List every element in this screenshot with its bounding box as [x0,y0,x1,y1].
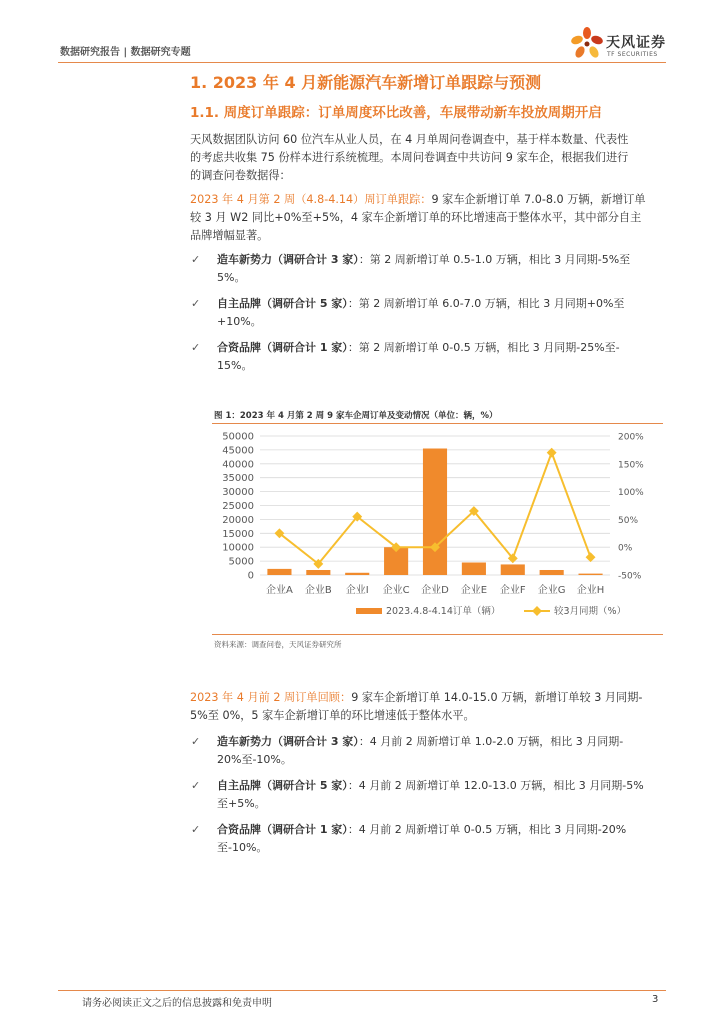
list-item [217,777,669,813]
y-right-tick-label: 200% [618,432,644,443]
intro-line: 的调查问卷数据得： [190,169,291,182]
x-tick-label: 企业H [576,585,605,596]
x-tick-label: 企业F [499,585,526,596]
y-left-tick-label: 50000 [222,431,254,443]
y-left-tick-label: 20000 [222,514,254,526]
x-tick-label: 企业B [304,585,332,596]
y-right-tick-label: -50% [618,571,642,582]
bar [423,449,447,575]
list-item-label: 自主品牌（调研合计 5 家） [217,297,348,310]
list-item-text: ：4 月前 2 周新增订单 12.0-13.0 万辆，相比 3 月同期-5% [347,779,644,792]
recap-text: 5%至 0%，5 家车企新增订单的环比增速低于整体水平。 [190,709,475,722]
check-icon: ✓ [191,735,201,748]
list-item-text: 15%。 [217,359,253,372]
check-icon: ✓ [191,253,201,266]
list-item [217,733,669,769]
recap-highlight: 2023 年 4 月前 2 周订单回顾： [190,691,352,704]
list-item-text: ：第 2 周新增订单 0-0.5 万辆，相比 3 月同期-25%至- [347,341,620,354]
legend-swatch-marker [532,606,542,616]
list-item-text: 至-10%。 [217,841,268,854]
list-item-label: 合资品牌（调研合计 1 家） [217,823,348,836]
list-item [217,339,669,375]
flower-logo-icon [570,26,604,62]
list-item-text: 至+5%。 [217,797,266,810]
logo-text-cn: 天风证券 [606,35,666,51]
header-divider [58,62,666,63]
footer-disclaimer: 请务必阅读正文之后的信息披露和免责申明 [82,998,272,1009]
bar [579,574,603,575]
page-number: 3 [652,994,659,1005]
x-tick-label: 企业I [345,585,369,596]
recap-paragraph [190,689,670,725]
figure-source: 资料来源：调查问卷，天风证券研究所 [214,640,342,649]
company-logo [570,24,680,64]
intro-paragraph [190,131,670,185]
list-item-text: ：4 月前 2 周新增订单 1.0-2.0 万辆，相比 3 月同期- [358,735,624,748]
subsection-heading: 1.1. 周度订单跟踪：订单周度环比改善，车展带动新车投放周期开启 [190,105,602,121]
y-left-tick-label: 5000 [228,556,254,568]
y-left-tick-label: 30000 [222,487,254,499]
legend-label: 2023.4.8-4.14订单（辆） [386,606,501,617]
x-tick-label: 企业E [460,585,488,596]
list-item [217,295,669,331]
y-left-tick-label: 15000 [222,528,254,540]
list-item [217,251,669,287]
list-item-text: 20%至-10%。 [217,753,292,766]
breadcrumb: 数据研究报告 | 数据研究专题 [60,47,191,58]
list-item-text: 5%。 [217,271,246,284]
list-item-text: ：第 2 周新增订单 0.5-1.0 万辆，相比 3 月同期-5%至 [358,253,631,266]
y-left-tick-label: 25000 [222,501,254,512]
y-left-tick-label: 10000 [222,542,254,554]
legend-swatch-bar [356,608,382,614]
line-point [547,448,557,458]
bar [540,570,564,575]
y-right-tick-label: 100% [618,488,644,499]
figure-title: 图 1：2023 年 4 月第 2 周 9 家车企周订单及变动情况（单位：辆，%） [214,411,498,421]
list-item-label: 合资品牌（调研合计 1 家） [217,341,348,354]
week2-text: 较 3 月 W2 同比+0%至+5%，4 家车企新增订单的环比增速高于整体水平，其中部分自主 [190,211,642,224]
check-icon: ✓ [191,779,201,792]
y-left-tick-label: 35000 [222,473,254,485]
week2-text: 品牌增幅显著。 [190,229,269,242]
intro-line: 天风数据团队访问 60 位汽车从业人员，在 4 月单周问卷调查中，基于样本数量、代表性 [190,133,629,146]
check-icon: ✓ [191,341,201,354]
check-icon: ✓ [191,297,201,310]
list-item-label: 自主品牌（调研合计 5 家） [217,779,348,792]
y-right-tick-label: 150% [618,460,644,471]
intro-line: 的考虑共收集 75 份样本进行系统梳理。本周问卷调查中共访问 9 家车企，根据我们进行 [190,151,629,164]
figure-bottom-rule [212,634,663,635]
orders-chart [212,424,663,632]
logo-text-en: TF SECURITIES [607,51,658,58]
bar [462,562,486,575]
list-item-text: ：第 2 周新增订单 6.0-7.0 万辆，相比 3 月同期+0%至 [347,297,625,310]
x-tick-label: 企业A [266,585,293,596]
list-item-text: ：4 月前 2 周新增订单 0-0.5 万辆，相比 3 月同期-20% [347,823,627,836]
y-right-tick-label: 50% [618,515,639,526]
list-item-text: +10%。 [217,315,262,328]
bar [267,569,291,575]
x-tick-label: 企业G [537,585,566,596]
y-left-tick-label: 40000 [222,459,254,471]
x-tick-label: 企业C [382,585,410,596]
week2-text: 9 家车企新增订单 7.0-8.0 万辆，新增订单 [431,193,646,206]
list-item-label: 造车新势力（调研合计 3 家） [217,735,359,748]
recap-text: 9 家车企新增订单 14.0-15.0 万辆，新增订单较 3 月同期- [351,691,643,704]
legend-label: 较3月同期（%） [554,606,627,617]
bar [306,570,330,575]
y-left-tick-label: 45000 [222,445,254,457]
y-left-tick-label: 0 [247,570,254,582]
week2-paragraph [190,191,670,245]
list-item-label: 造车新势力（调研合计 3 家） [217,253,359,266]
section-heading: 1. 2023 年 4 月新能源汽车新增订单跟踪与预测 [190,73,542,92]
list-item [217,821,669,857]
bar [501,564,525,575]
y-right-tick-label: 0% [618,543,633,554]
x-tick-label: 企业D [421,585,449,596]
week2-highlight: 2023 年 4 月第 2 周（4.8-4.14）周订单跟踪： [190,193,432,206]
check-icon: ✓ [191,823,201,836]
line-point [586,552,596,562]
footer-divider [58,990,666,991]
bar [345,573,369,575]
